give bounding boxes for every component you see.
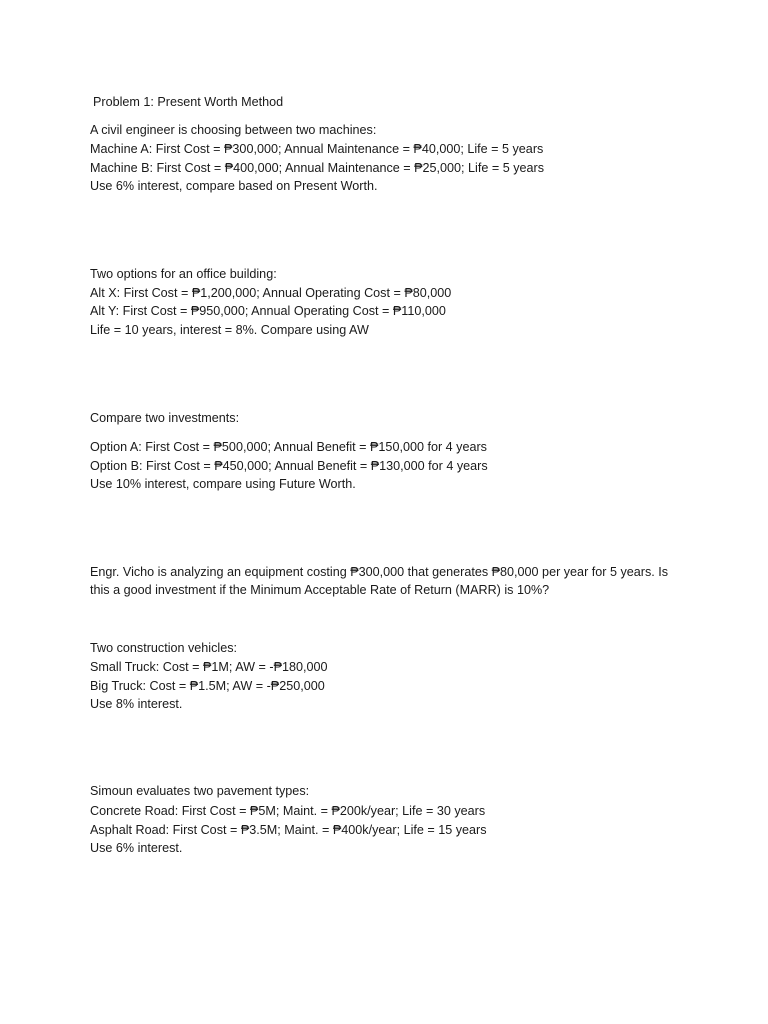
problem-4-line-2: this a good investment if the Minimum Acceptable Rate of Return (MARR) is 10%? — [90, 583, 550, 597]
problem-3-intro: Compare two investments: — [90, 411, 240, 425]
problem-2-alt-y: Alt Y: First Cost = ₱950,000; Annual Operating Cost = ₱110,000 — [90, 304, 446, 318]
problem-3-option-b: Option B: First Cost = ₱450,000; Annual Benefit = ₱130,000 for 4 years — [90, 459, 488, 473]
problem-1-intro: A civil engineer is choosing between two machines: — [90, 123, 377, 137]
problem-2-instruction: Life = 10 years, interest = 8%. Compare using AW — [90, 323, 369, 337]
problem-5-big-truck: Big Truck: Cost = ₱1.5M; AW = -₱250,000 — [90, 679, 325, 693]
problem-2-alt-x: Alt X: First Cost = ₱1,200,000; Annual Operating Cost = ₱80,000 — [90, 286, 452, 300]
problem-5-instruction: Use 8% interest. — [90, 697, 183, 711]
problem-6-concrete: Concrete Road: First Cost = ₱5M; Maint. = ₱200k/year; Life = 30 years — [90, 804, 486, 818]
problem-4-line-1: Engr. Vicho is analyzing an equipment costing ₱300,000 that generates ₱80,000 per year for 5 years. Is — [90, 565, 669, 579]
problem-1-instruction: Use 6% interest, compare based on Present Worth. — [90, 179, 378, 193]
problem-6-asphalt: Asphalt Road: First Cost = ₱3.5M; Maint. = ₱400k/year; Life = 15 years — [90, 823, 487, 837]
problem-1-machine-a: Machine A: First Cost = ₱300,000; Annual Maintenance = ₱40,000; Life = 5 years — [90, 142, 544, 156]
problem-3-instruction: Use 10% interest, compare using Future Worth. — [90, 477, 356, 491]
problem-1-title: Problem 1: Present Worth Method — [93, 95, 284, 109]
problem-5-small-truck: Small Truck: Cost = ₱1M; AW = -₱180,000 — [90, 660, 328, 674]
problem-6-intro: Simoun evaluates two pavement types: — [90, 784, 310, 798]
problem-3-option-a: Option A: First Cost = ₱500,000; Annual Benefit = ₱150,000 for 4 years — [90, 440, 487, 454]
problem-6-instruction: Use 6% interest. — [90, 841, 183, 855]
problem-2-intro: Two options for an office building: — [90, 267, 277, 281]
problem-5-intro: Two construction vehicles: — [90, 641, 237, 655]
problem-1-machine-b: Machine B: First Cost = ₱400,000; Annual Maintenance = ₱25,000; Life = 5 years — [90, 161, 545, 175]
